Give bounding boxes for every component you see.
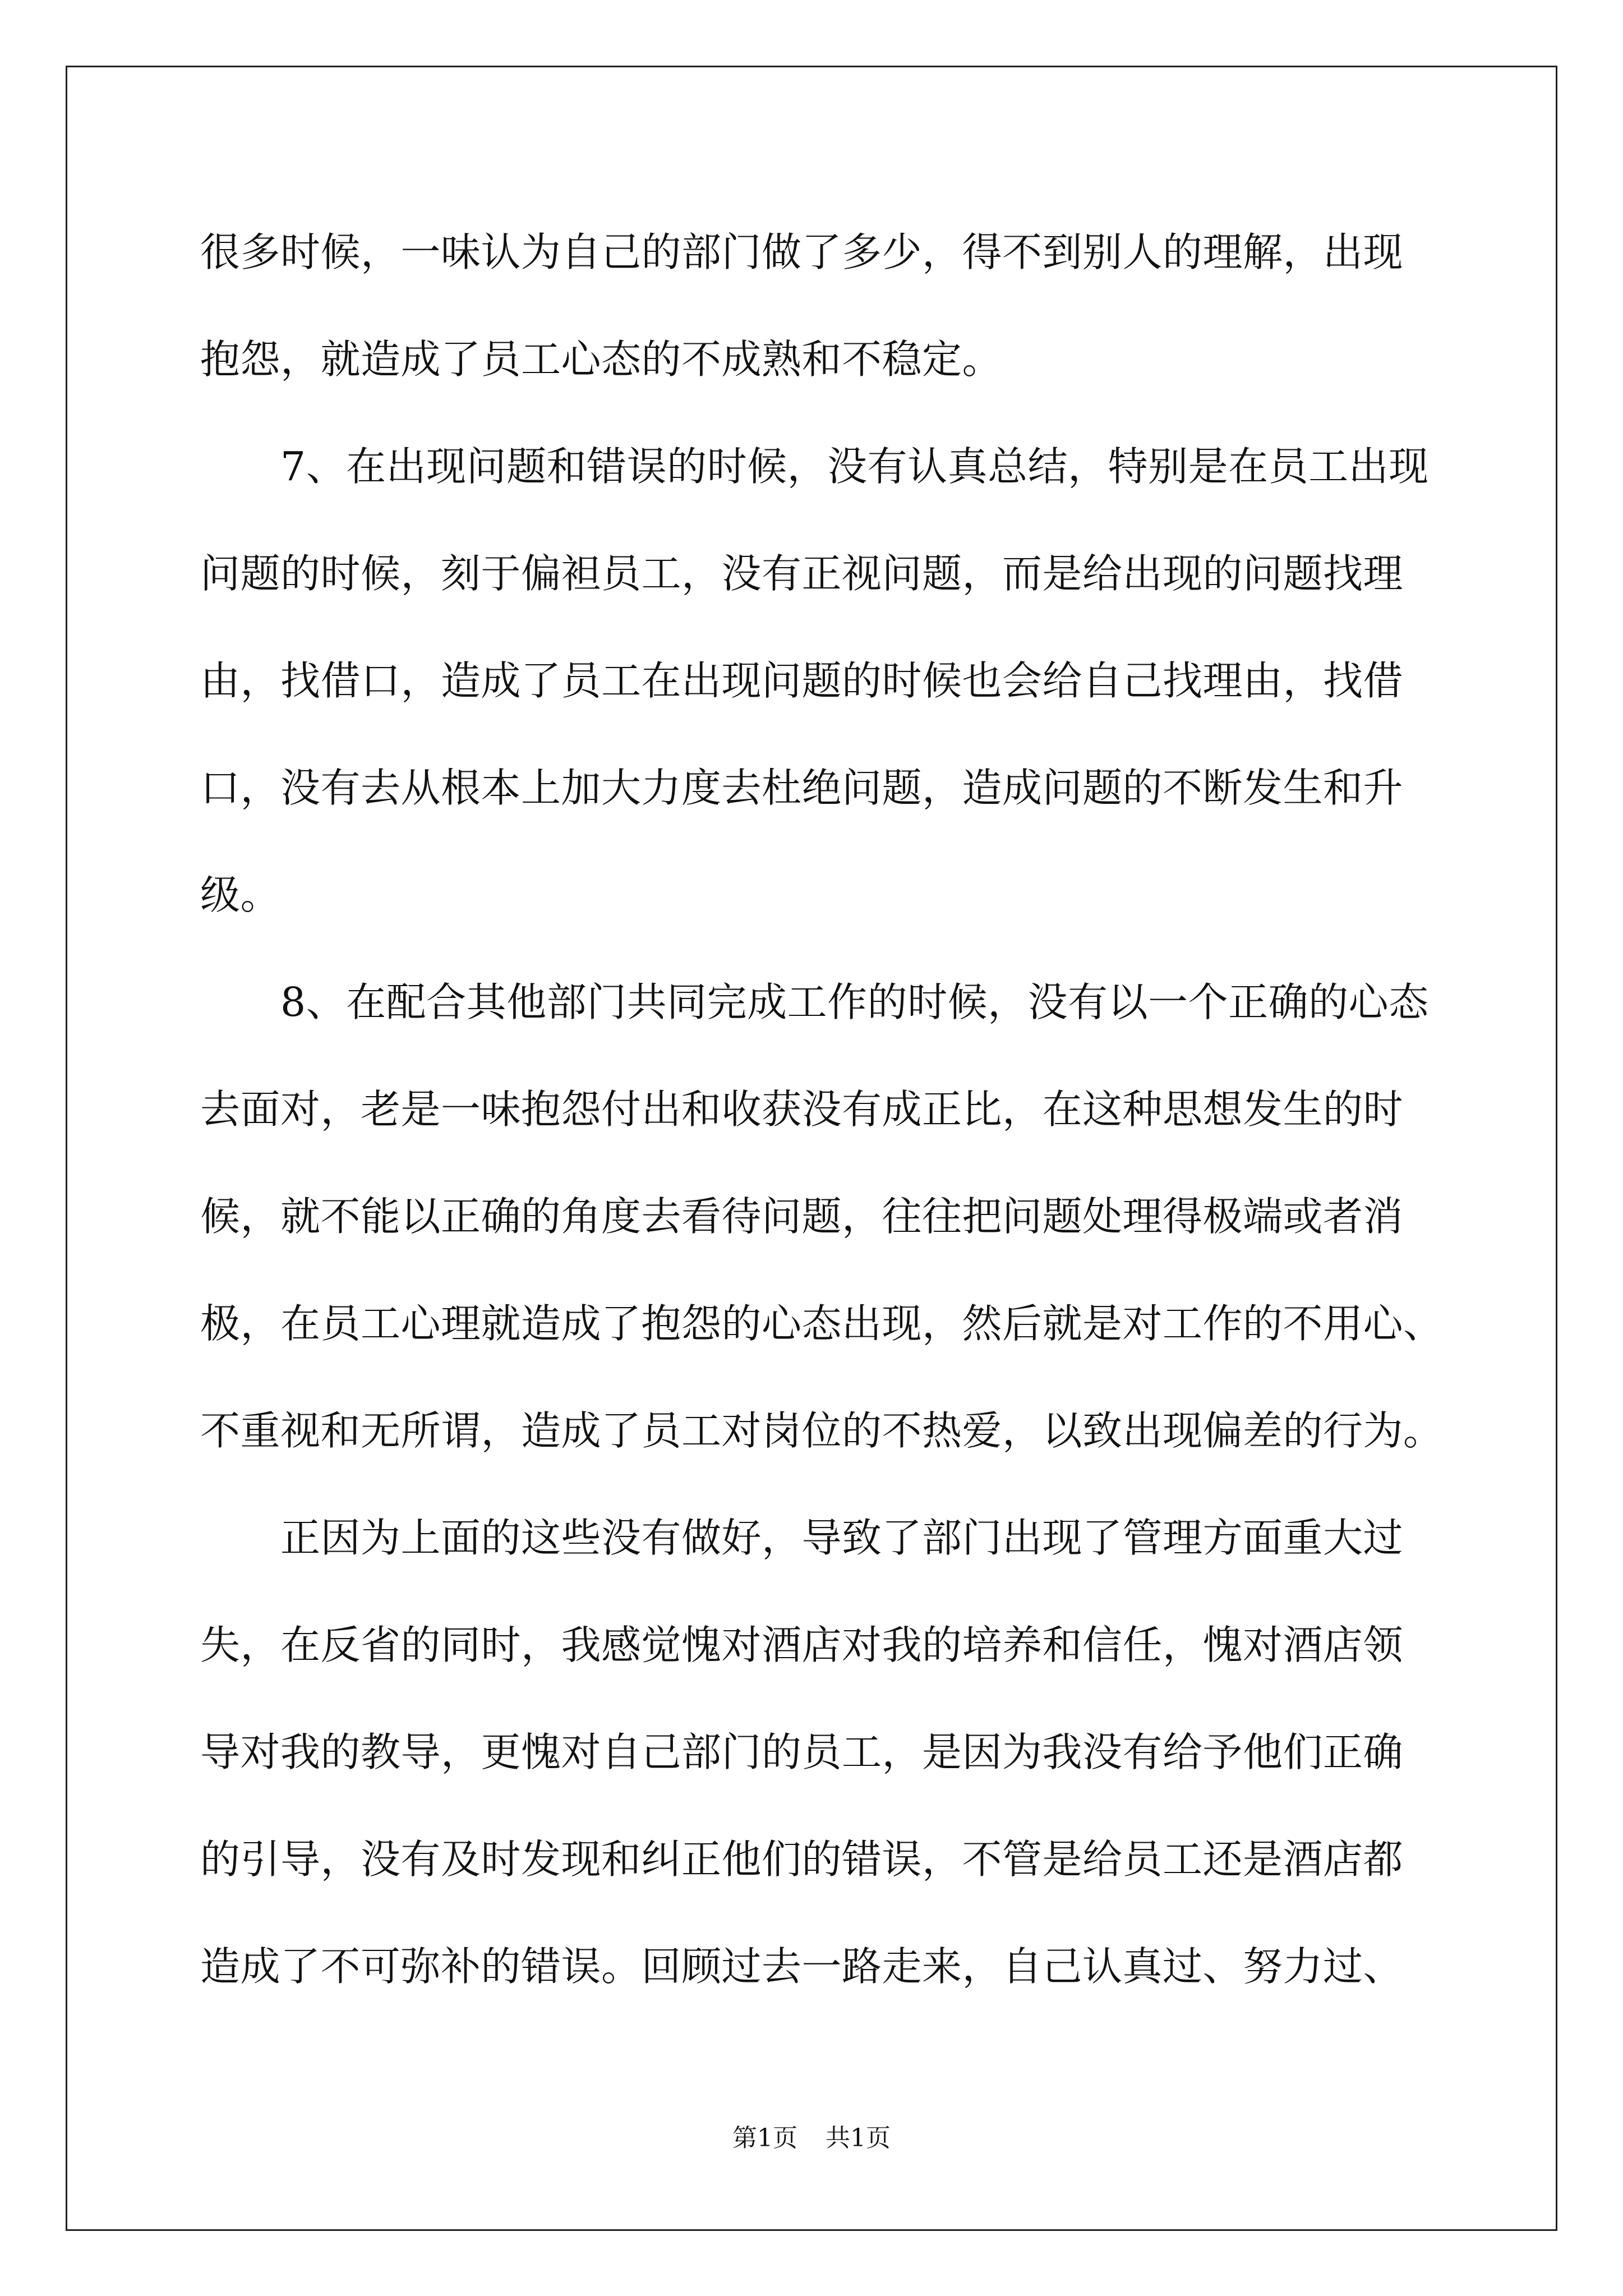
text-line-1: 很多时候，一味认为自己的部门做了多少，得不到别人的理解，出现 — [200, 229, 1404, 275]
page-number: 第1页 — [732, 2124, 797, 2152]
text-line-5: 由，找借口，造成了员工在出现问题的时候也会给自己找理由，找借 — [200, 657, 1404, 704]
text-line-6: 口，没有去从根本上加大力度去杜绝问题，造成问题的不断发生和升 — [200, 765, 1404, 811]
text-line-9: 去面对，老是一味抱怨付出和收获没有成正比，在这种思想发生的时 — [200, 1086, 1404, 1133]
text-line-13: 正因为上面的这些没有做好，导致了部门出现了管理方面重大过 — [200, 1515, 1404, 1561]
text-line-15: 导对我的教导，更愧对自己部门的员工，是因为我没有给予他们正确 — [200, 1729, 1404, 1775]
text-line-16: 的引导，没有及时发现和纠正他们的错误，不管是给员工还是酒店都 — [200, 1836, 1404, 1883]
page-total: 共1页 — [826, 2124, 891, 2152]
text-line-2: 抱怨，就造成了员工心态的不成熟和不稳定。 — [200, 336, 1003, 383]
document-body — [200, 222, 1444, 2043]
text-line-14: 失，在反省的同时，我感觉愧对酒店对我的培养和信任，愧对酒店领 — [200, 1622, 1404, 1668]
text-line-3: 7、在出现问题和错误的时候，没有认真总结，特别是在员工出现 — [200, 443, 1429, 490]
text-line-12: 不重视和无所谓，造成了员工对岗位的不热爱，以致出现偏差的行为。 — [200, 1407, 1444, 1454]
text-line-8: 8、在配合其他部门共同完成工作的时候，没有以一个正确的心态 — [200, 979, 1429, 1025]
text-line-7: 级。 — [200, 872, 281, 918]
text-line-17: 造成了不可弥补的错误。回顾过去一路走来，自己认真过、努力过、 — [200, 1943, 1404, 1990]
text-line-11: 极，在员工心理就造成了抱怨的心态出现，然后就是对工作的不用心、 — [200, 1300, 1444, 1347]
text-line-4: 问题的时候，刻于偏袒员工，没有正视问题，而是给出现的问题找理 — [200, 550, 1404, 597]
text-line-10: 候，就不能以正确的角度去看待问题，往往把问题处理得极端或者消 — [200, 1193, 1404, 1240]
page-footer — [0, 2122, 1623, 2155]
